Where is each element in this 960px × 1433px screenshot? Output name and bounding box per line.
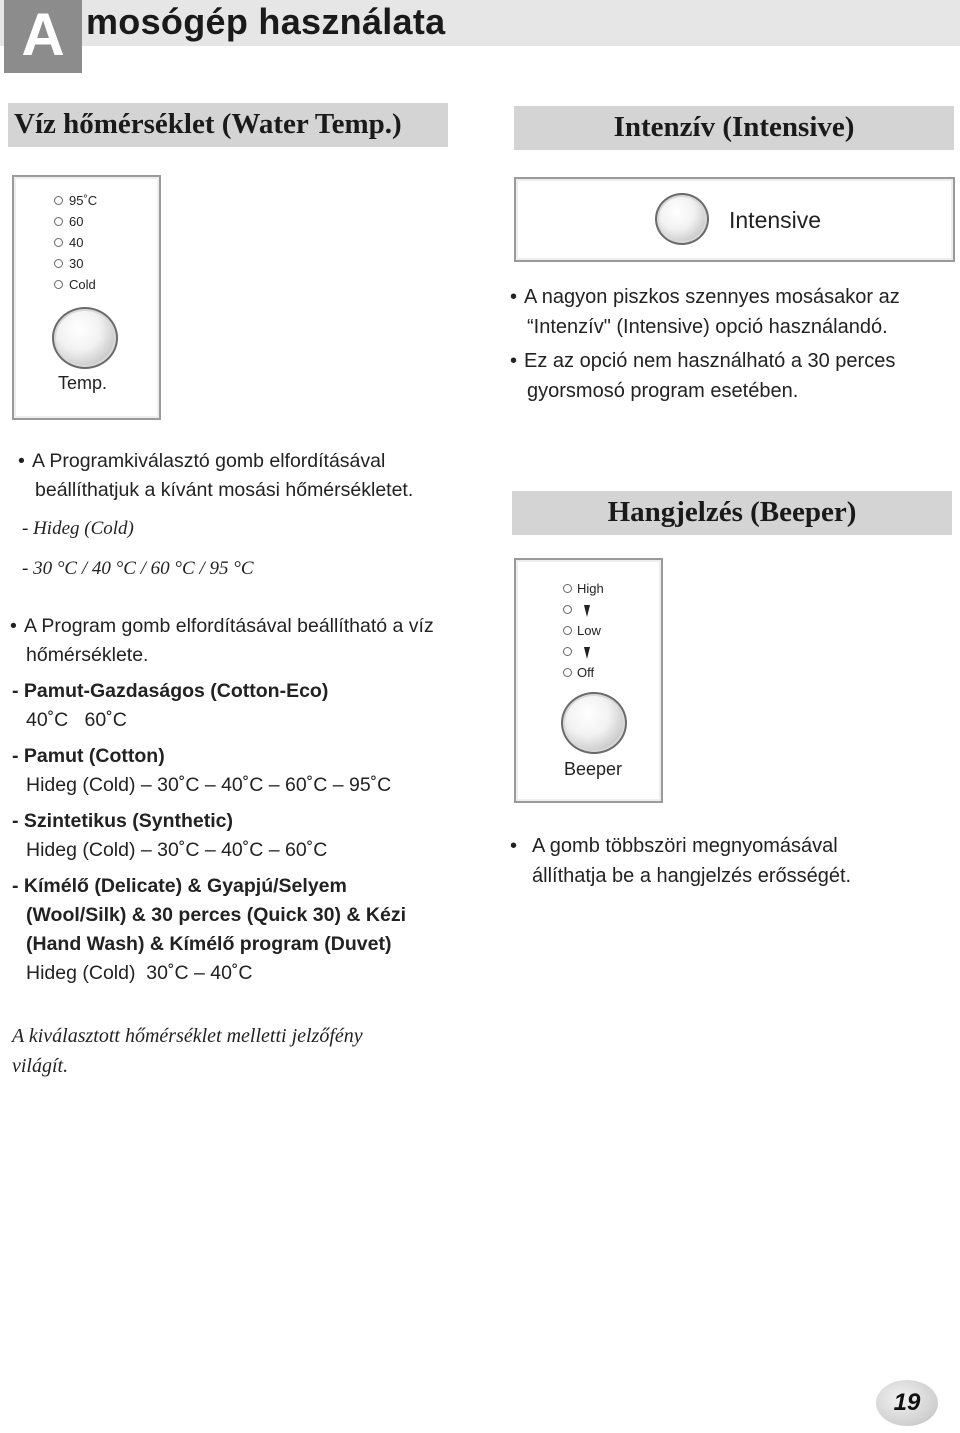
arrow-down-icon bbox=[584, 647, 590, 659]
led-indicator-icon bbox=[563, 668, 572, 677]
intensive-bullet-2: • Ez az opció nem használható a 30 perces gyorsmosó program esetében. bbox=[510, 346, 955, 406]
temp-control-panel bbox=[12, 175, 161, 420]
led-label: Off bbox=[577, 665, 595, 680]
led-label: 95˚C bbox=[69, 193, 98, 208]
option-temps: - 30 °C / 40 °C / 60 °C / 95 °C bbox=[22, 558, 254, 579]
intensive-control-panel bbox=[514, 177, 955, 262]
led-label: 30 bbox=[69, 256, 84, 271]
intensive-bullet-1-line-2: “Intenzív" (Intensive) opció használandó. bbox=[527, 316, 888, 338]
intensive-bullet-2-line-2: gyorsmosó program esetében. bbox=[527, 380, 799, 402]
program-temps: Hideg (Cold) – 30˚C – 40˚C – 60˚C bbox=[26, 839, 328, 861]
beeper-bullet: • A gomb többszöri megnyomásával állíthatja be a hangjelzés erősségét. bbox=[510, 831, 955, 891]
beeper-bullet-line-2: állíthatja be a hangjelzés erősségét. bbox=[532, 865, 852, 887]
page-number: 19 bbox=[893, 1389, 921, 1416]
beeper-knob-icon bbox=[561, 692, 627, 754]
program-name: - Pamut-Gazdaságos (Cotton-Eco) bbox=[12, 680, 329, 702]
led-indicator-icon bbox=[54, 280, 63, 289]
program-name: - Kímélő (Delicate) & Gyapjú/Selyem bbox=[12, 875, 347, 897]
beeper-title: Hangjelzés (Beeper) bbox=[512, 491, 952, 535]
intensive-title: Intenzív (Intensive) bbox=[514, 106, 954, 150]
indicator-note bbox=[12, 1021, 482, 1081]
water-temp-title: Víz hőmérséklet (Water Temp.) bbox=[8, 103, 448, 147]
led-indicator-icon bbox=[563, 626, 572, 635]
option-cold: - Hideg (Cold) bbox=[22, 518, 134, 539]
program-temps: Hideg (Cold) – 30˚C – 40˚C – 60˚C – 95˚C bbox=[26, 774, 392, 796]
page-title: mosógép használata bbox=[86, 1, 446, 42]
led-indicator-icon bbox=[54, 217, 63, 226]
led-indicator-icon bbox=[54, 259, 63, 268]
led-indicator-icon bbox=[54, 238, 63, 247]
intensive-button-icon bbox=[655, 193, 709, 245]
water-bullet-1-line-1: A Programkiválasztó gomb elfordításával bbox=[32, 450, 386, 472]
led-indicator-icon bbox=[563, 584, 572, 593]
temp-knob-label: Temp. bbox=[58, 373, 108, 393]
program-name: - Szintetikus (Synthetic) bbox=[12, 810, 234, 832]
intensive-bullet-1: • A nagyon piszkos szennyes mosásakor az “Intenzív" (Intensive) opció használandó. bbox=[510, 282, 955, 342]
led-label: 60 bbox=[69, 214, 84, 229]
water-bullet-1: • A Programkiválasztó gomb elfordításával beállíthatjuk a kívánt mosási hőmérsékletet. bbox=[18, 447, 488, 505]
led-label: Cold bbox=[69, 277, 96, 292]
water-bullet-2: • A Program gomb elfordításával beállítható a víz hőmérséklete. bbox=[10, 612, 490, 670]
water-bullet-1-line-2: beállíthatjuk a kívánt mosási hőmérsékletet. bbox=[35, 479, 414, 501]
water-bullet-2-line-1: A Program gomb elfordításával beállítható a víz bbox=[24, 615, 434, 637]
arrow-down-icon bbox=[584, 605, 590, 617]
chapter-letter: A bbox=[21, 1, 65, 68]
program-name: - Pamut (Cotton) bbox=[12, 745, 165, 767]
beeper-knob-label: Beeper bbox=[564, 759, 623, 779]
program-list bbox=[12, 677, 492, 988]
program-temps: Hideg (Cold) 30˚C – 40˚C bbox=[26, 962, 253, 984]
program-name-cont: (Hand Wash) & Kímélő program (Duvet) bbox=[26, 933, 392, 955]
beeper-control-panel bbox=[514, 558, 663, 803]
program-temps: 40˚C 60˚C bbox=[26, 709, 127, 731]
program-name-cont: (Wool/Silk) & 30 perces (Quick 30) & Kézi bbox=[26, 904, 407, 926]
water-bullet-2-line-2: hőmérséklete. bbox=[26, 644, 149, 666]
led-indicator-icon bbox=[563, 605, 572, 614]
indicator-note-line-2: világít. bbox=[12, 1055, 69, 1077]
led-indicator-icon bbox=[563, 647, 572, 656]
temp-knob-icon bbox=[52, 307, 118, 369]
intensive-bullet-1-line-1: A nagyon piszkos szennyes mosásakor az bbox=[524, 286, 900, 308]
indicator-note-line-1: A kiválasztott hőmérséklet melletti jelzőfény bbox=[12, 1025, 363, 1047]
led-label: Low bbox=[577, 623, 601, 638]
led-label: High bbox=[577, 581, 604, 596]
led-indicator-icon bbox=[54, 196, 63, 205]
led-label: 40 bbox=[69, 235, 84, 250]
intensive-bullet-2-line-1: Ez az opció nem használható a 30 perces bbox=[524, 350, 896, 372]
intensive-panel-label: Intensive bbox=[729, 207, 822, 233]
beeper-bullet-line-1: A gomb többszöri megnyomásával bbox=[532, 835, 838, 857]
